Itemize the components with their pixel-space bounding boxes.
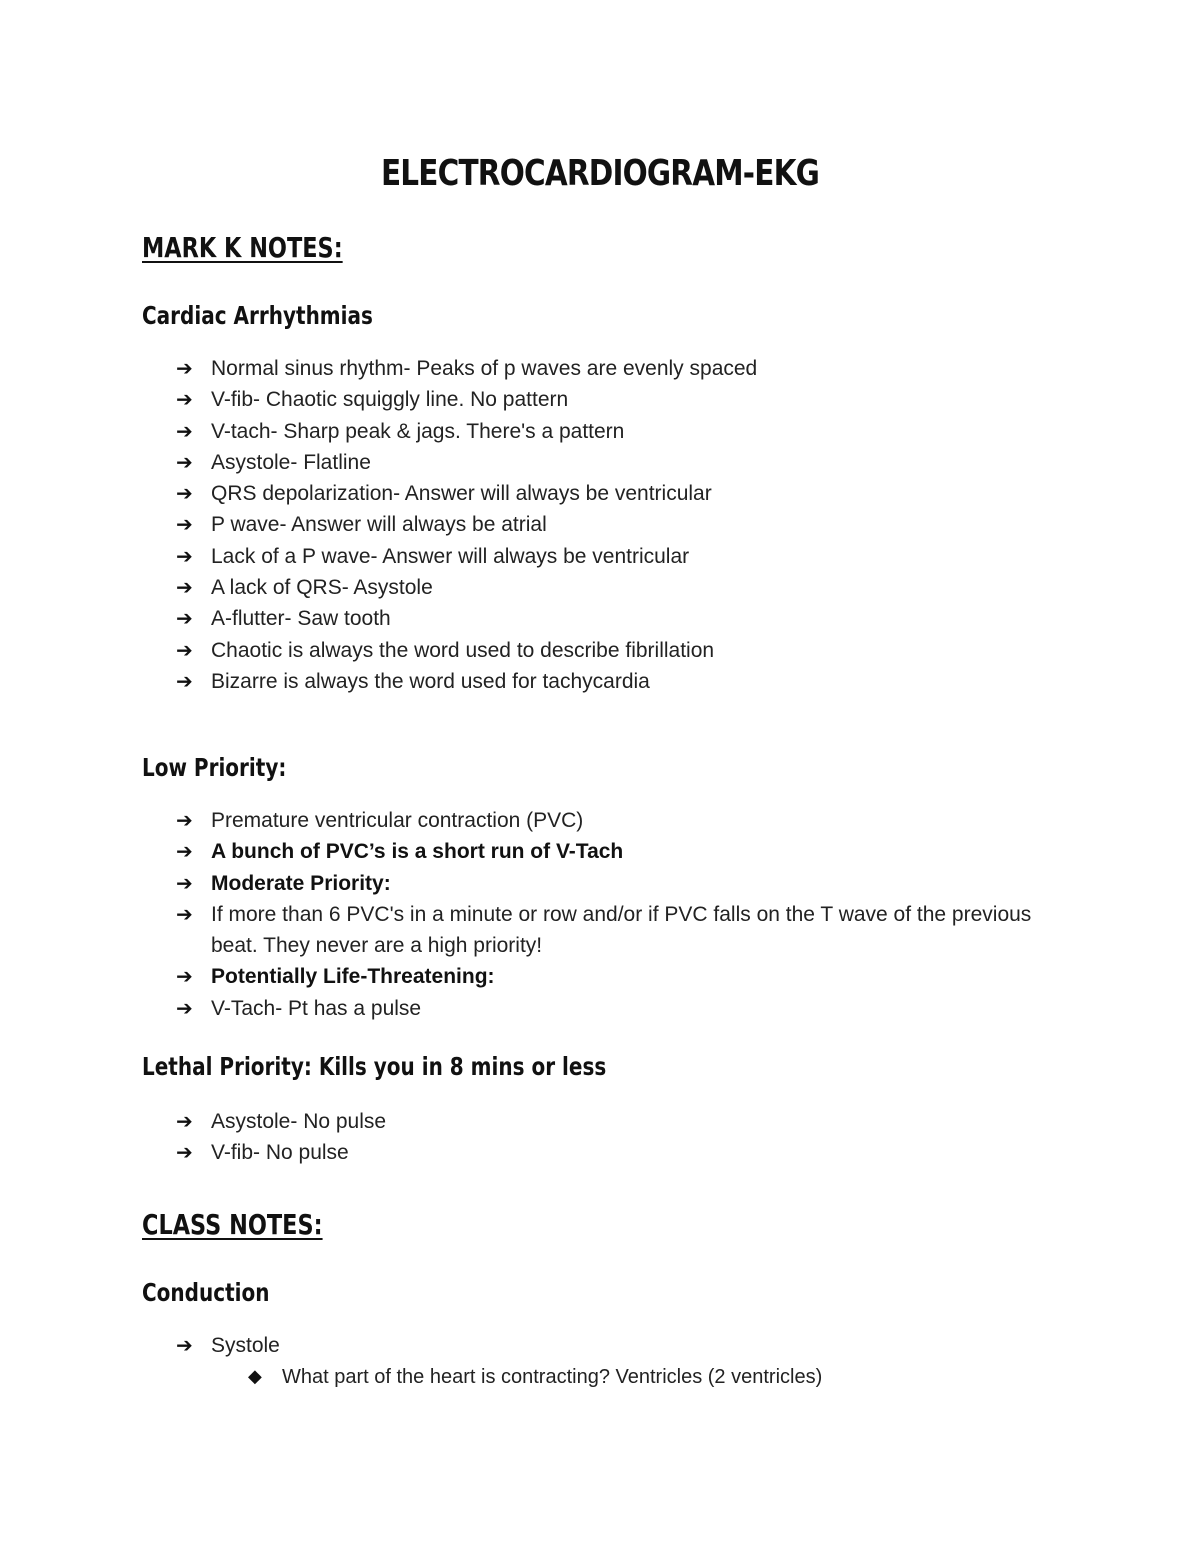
- list-item: [176, 541, 757, 572]
- arrow-bullet-icon: ➔: [176, 512, 193, 537]
- list-item: [176, 1330, 280, 1361]
- arrow-bullet-icon: ➔: [176, 449, 193, 474]
- list-item: [176, 836, 1051, 867]
- list-item-text: Premature ventricular contraction (PVC): [211, 809, 584, 832]
- arrow-bullet-icon: ➔: [176, 870, 193, 895]
- list-item: [176, 1137, 386, 1168]
- conduction-heading: Conduction: [142, 1278, 270, 1307]
- arrow-bullet-icon: ➔: [176, 668, 193, 693]
- list-item: [176, 416, 757, 447]
- list-item: [176, 1106, 386, 1137]
- low-priority-list: [176, 805, 1051, 1024]
- list-item: [176, 353, 757, 384]
- arrow-bullet-icon: ➔: [176, 1109, 193, 1133]
- list-item: [176, 384, 757, 415]
- arrow-bullet-icon: ➔: [176, 387, 193, 412]
- list-item-text: QRS depolarization- Answer will always be ventricular: [211, 482, 712, 506]
- list-item: [176, 603, 757, 634]
- list-item: [176, 478, 757, 509]
- sublist-item-text: What part of the heart is contracting? Ventricles (2 ventricles): [282, 1366, 823, 1388]
- arrow-bullet-icon: ➔: [176, 543, 193, 568]
- arrow-bullet-icon: ➔: [176, 637, 193, 662]
- list-item-text: Potentially Life-Threatening:: [211, 965, 495, 989]
- list-item-text: Asystole- Flatline: [211, 450, 371, 474]
- list-item-text: Normal sinus rhythm- Peaks of p waves are evenly spaced: [211, 357, 758, 380]
- list-item-text: Systole: [211, 1334, 280, 1357]
- diamond-bullet-icon: ◆: [248, 1366, 262, 1387]
- list-item: [176, 961, 1051, 992]
- arrow-bullet-icon: ➔: [176, 808, 193, 832]
- arrow-bullet-icon: ➔: [176, 964, 193, 989]
- conduction-sublist: [246, 1362, 822, 1392]
- arrow-bullet-icon: ➔: [176, 1333, 193, 1357]
- arrow-bullet-icon: ➔: [176, 995, 193, 1020]
- lethal-priority-list: [176, 1106, 386, 1169]
- cardiac-arrhythmias-heading: Cardiac Arrhythmias: [142, 301, 373, 330]
- arrow-bullet-icon: ➔: [176, 606, 193, 631]
- arrow-bullet-icon: ➔: [176, 1140, 193, 1165]
- list-item-text: Bizarre is always the word used for tachycardia: [211, 669, 650, 693]
- list-item-text: Moderate Priority:: [211, 871, 391, 895]
- list-item: [176, 572, 757, 603]
- list-item-text: Asystole- No pulse: [211, 1110, 387, 1133]
- list-item-text: Lack of a P wave- Answer will always be ventricular: [211, 544, 690, 568]
- list-item-text: A bunch of PVC’s is a short run of V-Tach: [211, 840, 624, 864]
- sublist-item: [246, 1362, 822, 1392]
- list-item-text: V-Tach- Pt has a pulse: [211, 996, 422, 1020]
- list-item: [176, 666, 757, 697]
- list-item-text: V-fib- Chaotic squiggly line. No pattern: [211, 388, 569, 412]
- list-item: [176, 805, 1051, 836]
- list-item-text: A-flutter- Saw tooth: [211, 607, 391, 631]
- low-priority-heading: Low Priority:: [142, 753, 287, 782]
- arrow-bullet-icon: ➔: [176, 901, 193, 926]
- class-notes-heading: CLASS NOTES:: [142, 1208, 323, 1241]
- list-item: [176, 447, 757, 478]
- list-item-text: V-tach- Sharp peak & jags. There's a pattern: [211, 419, 625, 443]
- list-item: [176, 993, 1051, 1024]
- arrow-bullet-icon: ➔: [176, 418, 193, 443]
- arrow-bullet-icon: ➔: [176, 356, 193, 380]
- list-item: [176, 899, 1051, 962]
- conduction-list: [176, 1330, 280, 1361]
- list-item: [176, 635, 757, 666]
- list-item: [176, 509, 757, 540]
- lethal-priority-heading: Lethal Priority: Kills you in 8 mins or less: [142, 1052, 607, 1081]
- mark-k-notes-heading: MARK K NOTES:: [142, 231, 343, 264]
- list-item-text: A lack of QRS- Asystole: [211, 576, 433, 600]
- list-item-text: P wave- Answer will always be atrial: [211, 513, 547, 537]
- arrow-bullet-icon: ➔: [176, 481, 193, 506]
- list-item: [176, 868, 1051, 899]
- arrow-bullet-icon: ➔: [176, 839, 193, 864]
- list-item-text: V-fib- No pulse: [211, 1141, 349, 1165]
- list-item-text: Chaotic is always the word used to describe fibrillation: [211, 638, 715, 662]
- cardiac-arrhythmias-list: [176, 353, 757, 697]
- arrow-bullet-icon: ➔: [176, 575, 193, 600]
- list-item-text: If more than 6 PVC's in a minute or row and/or if PVC falls on the T wave of the previous beat. They never are a high priority!: [211, 902, 1032, 958]
- page-title: ELECTROCARDIOGRAM-EKG: [380, 153, 820, 194]
